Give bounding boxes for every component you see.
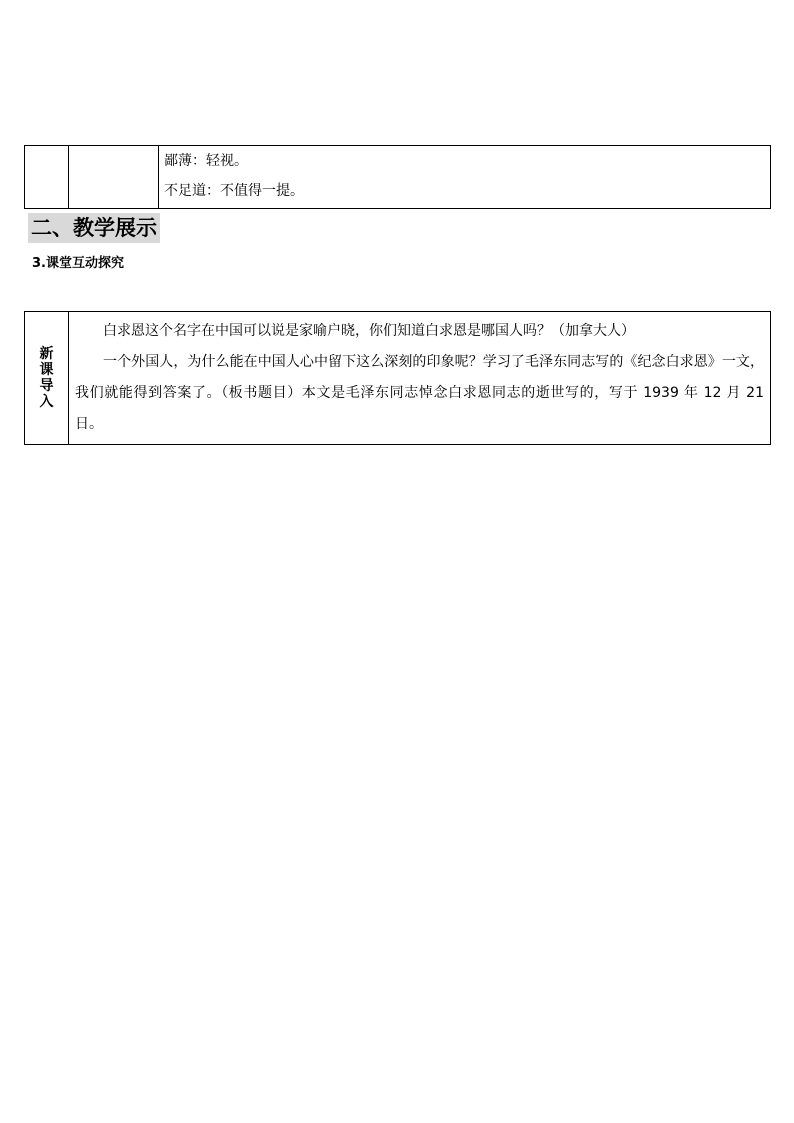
vocabulary-line: 不足道：不值得一提。 xyxy=(164,183,304,199)
intro-label: 新课导入 xyxy=(39,346,54,410)
vocabulary-table xyxy=(24,145,771,209)
empty-cell xyxy=(25,146,69,209)
empty-cell xyxy=(69,146,159,209)
section-heading: 二、教学展示 xyxy=(28,213,160,243)
intro-paragraph: 一个外国人，为什么能在中国人心中留下这么深刻的印象呢？学习了毛泽东同志写的《纪念白求恩》一文，我们就能得到答案了。（板书题目）本文是毛泽东同志悼念白求恩同志的逝世写的，写于 1939 年 12 月 21 日。 xyxy=(75,354,764,432)
intro-content-cell xyxy=(69,312,771,445)
intro-paragraph: 白求恩这个名字在中国可以说是家喻户晓，你们知道白求恩是哪国人吗？（加拿大人） xyxy=(103,323,635,339)
subheading: 3.课堂互动探究 xyxy=(32,256,124,271)
vocabulary-cell xyxy=(159,146,771,209)
table-row xyxy=(25,146,771,209)
lesson-intro-table xyxy=(24,311,771,445)
intro-label-cell xyxy=(25,312,69,445)
vocabulary-line: 鄙薄：轻视。 xyxy=(164,153,248,169)
table-row xyxy=(25,312,771,445)
